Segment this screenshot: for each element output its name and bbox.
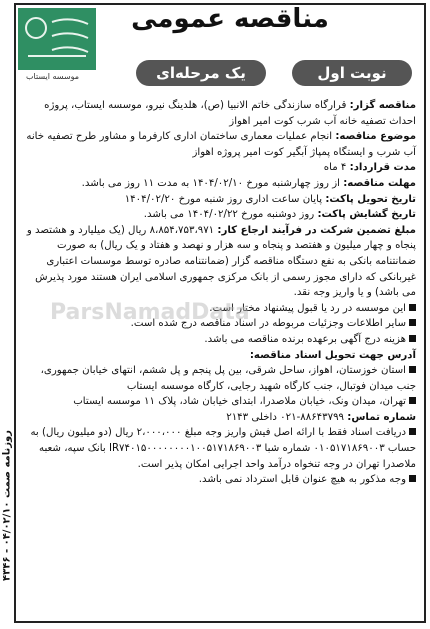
bullet-icon — [409, 304, 416, 311]
bullet-icon — [409, 475, 416, 482]
deadline-value: از روز چهارشنبه مورخ ۱۴۰۴/۰۲/۱۰ به مدت ۱۱ روز می باشد. — [81, 177, 340, 189]
tender-holder-value: قرارگاه سازندگی خاتم الانبیا (ص)، هلدینگ نیرو، موسسه ایستاب، پروژه احداث تصفیه خانه آب شرب کوت امیر اهواز — [44, 100, 416, 127]
payment-text: دریافت اسناد فقط با ارائه اصل فیش واریز وجه مبلغ ۲،۰۰۰،۰۰۰ ریال (دو میلیون ریال) به حساب ۰۱۰۵۱۷۱۸۶۹۰۰۳ شماره شبا IR۷۴۰۱۵۰۰۰۰۰۰۰۰۱۰۰۵۱۷۱۸۶۹۰۰۳ بانک سپه، شعبه ملاصدرا تهران در وجه تنخواه درآمد واحد اجرایی امکان پذیر است. — [30, 427, 416, 470]
duration-row — [18, 160, 416, 176]
newspaper-strip — [0, 400, 14, 625]
delivery-row — [18, 192, 416, 208]
logo-emblem-icon — [18, 8, 96, 70]
opening-value: روز دوشنبه مورخ ۱۴۰۴/۰۲/۲۲ می باشد. — [143, 209, 315, 221]
guarantee-value: ۸،۸۵۴،۷۵۳،۹۷۱ ریال (یک میلیارد و هشتصد و پنجاه و چهار میلیون و هفتصد و پنجاه و سه هزار و نهصد و هفتاد و یک ریال) به صورت ضمانتنامه بانکی به نفع دستگاه مناقصه گزار (ضمانتنامه صادره توسط موسسات اعتباری غیربانکی که دارای مجوز رسمی از بانک مرکزی جمهوری اسلامی ایران هستند مورد پذیرش می باشد) و یا واریز وجه نقد. — [26, 224, 416, 299]
subject-row — [18, 129, 416, 160]
delivery-label: تاریخ تحویل پاکت: — [325, 193, 416, 205]
address-1: استان خوزستان، اهواز، ساحل شرقی، بین پل پنجم و پل ششم، انتهای خیابان جمهوری، جنب میدان فوتبال، جنب کارگاه شهید رجایی، کارگاه موسسه ایستاب — [40, 365, 416, 392]
phone-row — [18, 410, 416, 426]
payment-note-row — [18, 472, 416, 488]
address-label: آدرس جهت تحویل اسناد مناقصه: — [249, 349, 416, 361]
phone-value: ۸۸۶۴۳۷۹۹-۰۲۱ داخلی ۲۱۴۳ — [226, 411, 345, 423]
address-2: تهران، میدان ونک، خیابان ملاصدرا، ابتدای خیابان شاد، پلاک ۱۱ موسسه ایستاب — [73, 396, 406, 408]
bullet-icon — [409, 366, 416, 373]
delivery-value: پایان ساعت اداری روز شنبه مورخ ۱۴۰۴/۰۲/۲۰ — [124, 193, 323, 205]
bullet-icon — [409, 335, 416, 342]
page-title: مناقصه عمومی — [131, 4, 329, 34]
guarantee-row — [18, 223, 416, 301]
duration-value: ۴ ماه — [323, 162, 347, 174]
tender-holder-row — [18, 98, 416, 129]
duration-label: مدت قرارداد: — [349, 162, 416, 174]
note-2: سایر اطلاعات وجزئیات مربوطه در اسناد مناقصه درج شده است. — [130, 318, 406, 330]
note-1: این موسسه در رد یا قبول پیشنهاد مختار است. — [209, 302, 406, 314]
bullet-icon — [409, 428, 416, 435]
stage-badge: یک مرحله‌ای — [136, 60, 266, 86]
note-row — [18, 332, 416, 348]
address-label-row — [18, 348, 416, 364]
address-row — [18, 394, 416, 410]
institute-logo — [18, 8, 96, 70]
bullet-icon — [409, 319, 416, 326]
logo-caption: موسسه ایستاب — [26, 72, 80, 81]
address-row — [18, 363, 416, 394]
ad-body — [18, 98, 416, 488]
watermark: ParsNamadData — [50, 300, 250, 325]
bullet-icon — [409, 397, 416, 404]
deadline-row — [18, 176, 416, 192]
newspaper-strip-text: روزنامه صمت ۰۴/۰۲/۱۰ - ۴۳۴۶ — [1, 430, 13, 581]
subject-label: موضوع مناقصه: — [335, 131, 416, 143]
payment-note: وجه مذکور به هیچ عنوان قابل استرداد نمی باشد. — [198, 474, 406, 486]
subject-value: انجام عملیات معماری ساختمان اداری کارفرما و مشاور طرح تصفیه خانه آب شرب و ایستگاه پمپاژ آبگیر کوت امیر پروژه اهواز — [26, 131, 416, 158]
opening-row — [18, 207, 416, 223]
guarantee-label: مبلغ تضمین شرکت در فرآیند ارجاع کار: — [217, 224, 416, 236]
phone-label: شماره تماس: — [347, 411, 416, 423]
tender-holder-label: مناقصه گزار: — [349, 100, 416, 111]
deadline-label: مهلت مناقصه: — [343, 177, 416, 189]
round-badge: نوبت اول — [292, 60, 412, 86]
opening-label: تاریخ گشایش پاکت: — [317, 209, 416, 221]
payment-row — [18, 425, 416, 472]
note-3: هزینه درج آگهی برعهده برنده مناقصه می باشد. — [204, 333, 406, 345]
